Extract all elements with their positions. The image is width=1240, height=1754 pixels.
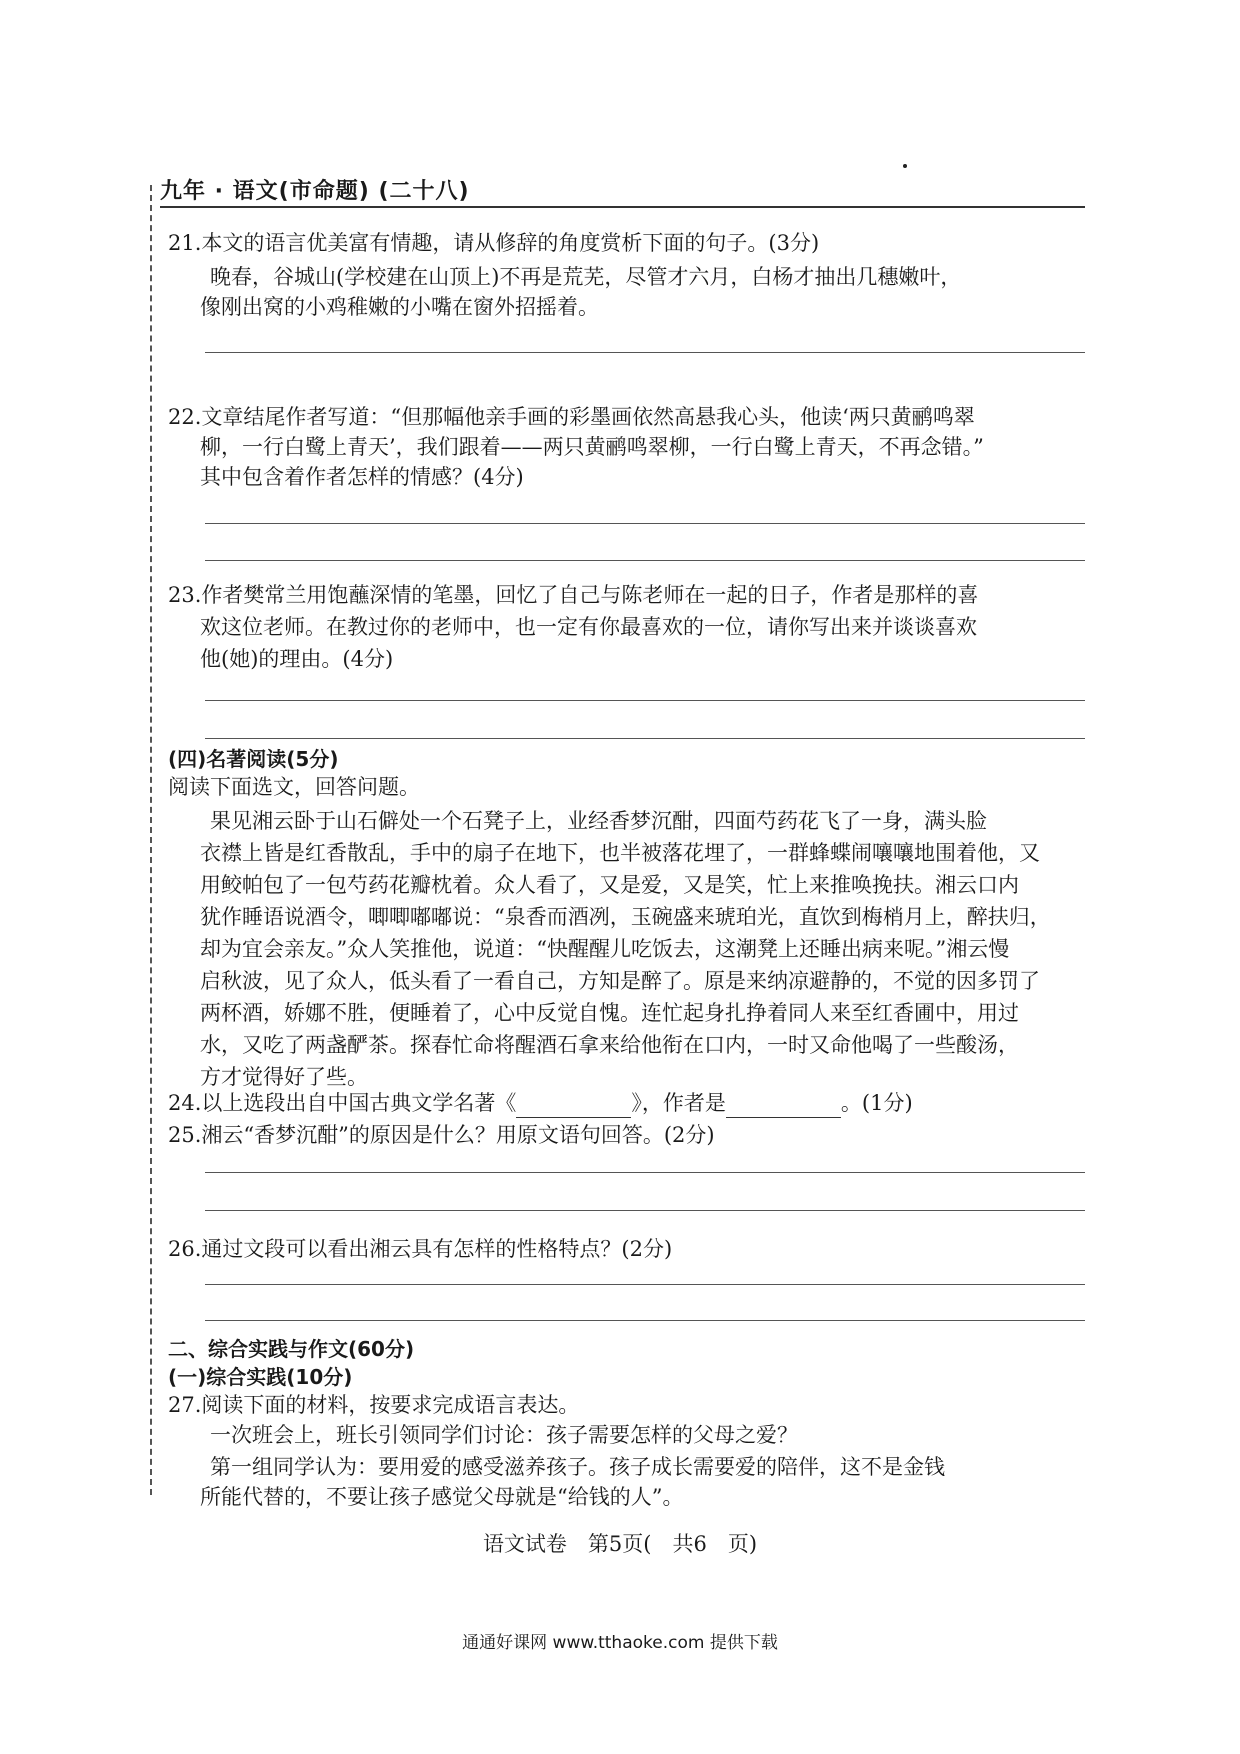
page-number: 语文试卷 第5页( 共6 页) [482, 1532, 758, 1556]
question-27-line-3: 所能代替的，不要让孩子感觉父母就是“给钱的人”。 [200, 1485, 684, 1509]
passage-line: 衣襟上皆是红香散乱，手中的扇子在地下，也半被落花埋了，一群蜂蝶闹嚷嚷地围着他，又 [200, 841, 1040, 865]
section-4-title: (四)名著阅读(5分) [168, 747, 339, 771]
question-23-line-1: 23.作者樊常兰用饱蘸深情的笔墨，回忆了自己与陈老师在一起的日子，作者是那样的喜 [168, 583, 979, 607]
answer-line-23a[interactable] [205, 700, 1085, 701]
question-24-part-2: 》，作者是 [631, 1091, 726, 1115]
question-23-line-3: 他(她)的理由。(4分) [200, 647, 394, 671]
question-24 [168, 1088, 913, 1118]
question-26-prompt: 26.通过文段可以看出湘云具有怎样的性格特点？(2分) [168, 1237, 673, 1261]
watermark-text: 通通好课网 www.tthaoke.com 提供下载 [462, 1633, 778, 1653]
question-22-line-2: 柳，一行白鹭上青天’，我们跟着——两只黄鹂鸣翠柳，一行白鹭上青天，不再念错。” [200, 435, 984, 459]
author-blank[interactable] [726, 1095, 841, 1118]
answer-line-23b[interactable] [205, 738, 1085, 739]
header-rule [160, 206, 1085, 208]
answer-line-26b[interactable] [205, 1320, 1085, 1321]
question-24-part-3: 。(1分) [840, 1091, 913, 1115]
answer-line-22b[interactable] [205, 560, 1085, 561]
question-27-line-2: 第一组同学认为：要用爱的感受滋养孩子。孩子成长需要爱的陪伴，这不是金钱 [210, 1455, 945, 1479]
book-title-blank[interactable] [516, 1095, 631, 1118]
passage-line: 却为宜会亲友。”众人笑推他，说道：“快醒醒儿吃饭去，这潮凳上还睡出病来呢。”湘云慢 [200, 937, 1010, 961]
ink-dot [903, 164, 907, 168]
answer-line-22a[interactable] [205, 523, 1085, 524]
question-21-quote-line-2: 像刚出窝的小鸡稚嫩的小嘴在窗外招摇着。 [200, 295, 599, 319]
section-4-instruction: 阅读下面选文，回答问题。 [168, 775, 420, 799]
question-27-line-1: 一次班会上，班长引领同学们讨论：孩子需要怎样的父母之爱？ [210, 1423, 798, 1447]
passage-line: 方才觉得好了些。 [200, 1065, 368, 1089]
passage-line: 用鲛帕包了一包芍药花瓣枕着。众人看了，又是爱，又是笑，忙上来推唤挽扶。湘云口内 [200, 873, 1019, 897]
passage-line: 犹作睡语说酒令，唧唧嘟嘟说：“泉香而酒冽，玉碗盛来琥珀光，直饮到梅梢月上，醉扶归， [200, 905, 1051, 929]
question-25-prompt: 25.湘云“香梦沉酣”的原因是什么？用原文语句回答。(2分) [168, 1123, 715, 1147]
question-23-line-2: 欢这位老师。在教过你的老师中，也一定有你最喜欢的一位，请你写出来并谈谈喜欢 [200, 615, 977, 639]
part-2-title: 二、综合实践与作文(60分) [168, 1337, 415, 1361]
part-2-subtitle: (一)综合实践(10分) [168, 1365, 353, 1389]
question-24-part-1: 24.以上选段出自中国古典文学名著《 [168, 1091, 517, 1115]
passage-line: 两杯酒，娇娜不胜，便睡着了，心中反觉自愧。连忙起身扎挣着同人来至红香圃中，用过 [200, 1001, 1019, 1025]
passage-line: 果见湘云卧于山石僻处一个石凳子上，业经香梦沉酣，四面芍药花飞了一身，满头脸 [210, 809, 987, 833]
question-21-prompt: 21.本文的语言优美富有情趣，请从修辞的角度赏析下面的句子。(3分) [168, 231, 820, 255]
question-22-line-3: 其中包含着作者怎样的情感？(4分) [200, 465, 524, 489]
answer-line-25a[interactable] [205, 1172, 1085, 1173]
question-22-line-1: 22.文章结尾作者写道：“但那幅他亲手画的彩墨画依然高悬我心头，他读‘两只黄鹂鸣翠 [168, 405, 975, 429]
question-21-quote-line-1: 晚春，谷城山(学校建在山顶上)不再是荒芜，尽管才六月，白杨才抽出几穗嫩叶， [210, 265, 962, 289]
page-header: 九年 · 语文(市命题) (二十八) [160, 179, 470, 204]
question-27-prompt: 27.阅读下面的材料，按要求完成语言表达。 [168, 1393, 580, 1417]
answer-line-26a[interactable] [205, 1284, 1085, 1285]
answer-line-25b[interactable] [205, 1210, 1085, 1211]
passage-line: 启秋波，见了众人，低头看了一看自己，方知是醉了。原是来纳凉避静的，不觉的因多罚了 [200, 969, 1040, 993]
answer-line-21[interactable] [205, 352, 1085, 353]
binding-margin-line [150, 185, 152, 1495]
passage-line: 水，又吃了两盏酽茶。探春忙命将醒酒石拿来给他衔在口内，一时又命他喝了一些酸汤， [200, 1033, 1019, 1057]
